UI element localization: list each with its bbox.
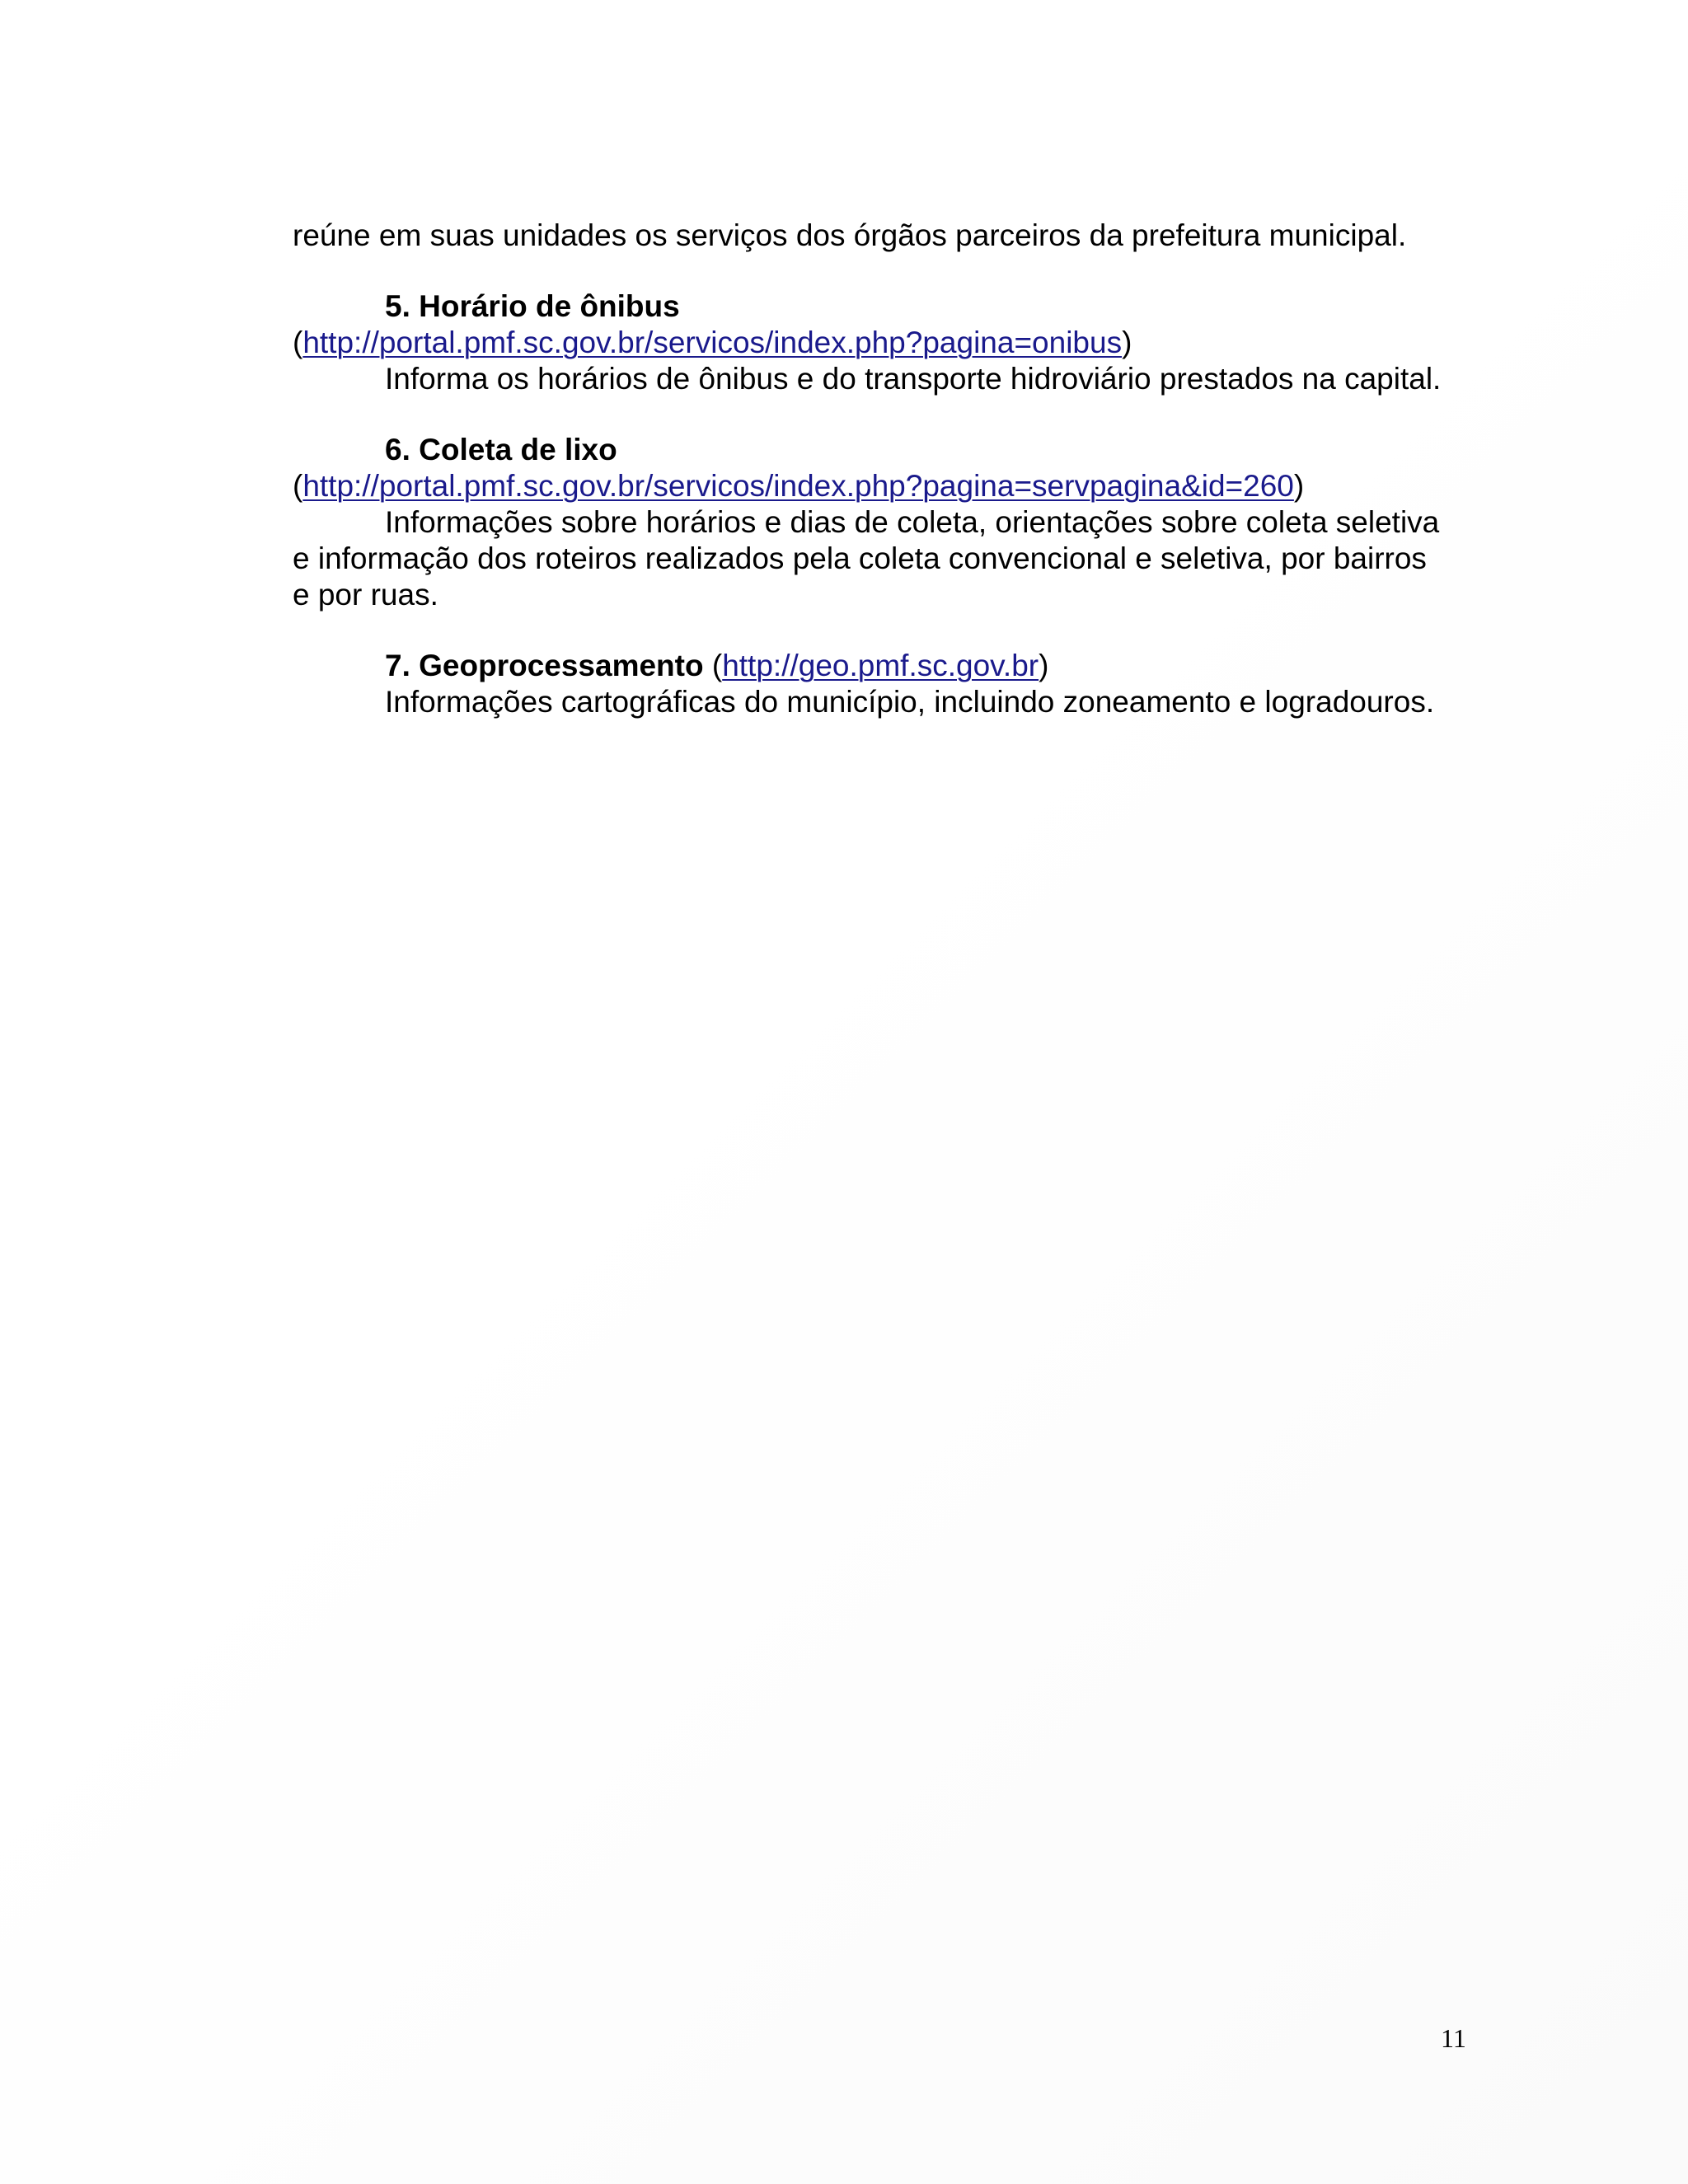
section-7-link[interactable]: http://geo.pmf.sc.gov.br [722, 649, 1039, 682]
open-paren: ( [293, 469, 303, 503]
section-6-description-line-3: e por ruas. [293, 578, 438, 612]
section-7-description: Informações cartográficas do município, incluindo zoneamento e logradouros. [385, 685, 1435, 719]
section-7-heading: 7. Geoprocessamento [385, 649, 704, 682]
document-body [293, 218, 1470, 720]
section-6-description-line-2: e informação dos roteiros realizados pela coleta convencional e seletiva, por bairros [293, 541, 1427, 575]
intro-paragraph: reúne em suas unidades os serviços dos órgãos parceiros da prefeitura municipal. [293, 218, 1407, 252]
close-paren: ) [1293, 469, 1305, 503]
paragraph-gap [293, 254, 1470, 288]
section-6-link[interactable]: http://portal.pmf.sc.gov.br/servicos/index.php?pagina=servpagina&id=260 [302, 469, 1294, 503]
open-paren: ( [293, 326, 303, 359]
paragraph-gap [293, 397, 1470, 432]
section-6-link-line [293, 468, 1470, 504]
section-5-link-line [293, 325, 1470, 361]
close-paren: ) [1039, 649, 1049, 682]
paragraph-gap [293, 613, 1470, 648]
page-number: 11 [1441, 2023, 1466, 2053]
section-5-link[interactable]: http://portal.pmf.sc.gov.br/servicos/index.php?pagina=onibus [302, 326, 1123, 359]
section-7-heading-line [293, 648, 1470, 684]
section-6-description-line-1: Informações sobre horários e dias de coleta, orientações sobre coleta seletiva [385, 505, 1440, 539]
close-paren: ) [1122, 326, 1132, 359]
section-5-heading: 5. Horário de ônibus [385, 289, 680, 323]
section-5-description: Informa os horários de ônibus e do transporte hidroviário prestados na capital. [385, 362, 1442, 396]
open-paren: ( [703, 649, 723, 682]
section-6-heading: 6. Coleta de lixo [385, 433, 617, 466]
